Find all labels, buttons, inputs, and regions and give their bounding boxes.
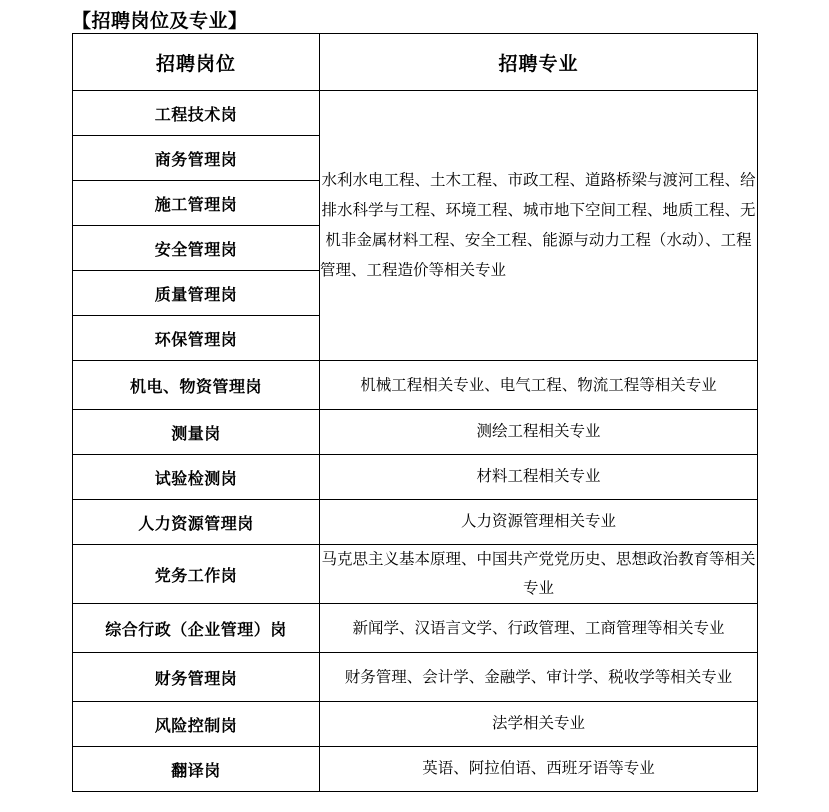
post-name: 商务管理岗 [73,136,320,181]
post-name: 环保管理岗 [73,316,320,361]
major-text: 马克思主义基本原理、中国共产党党历史、思想政治教育等相关专业 [320,545,758,604]
page-title: 【招聘岗位及专业】 [72,11,248,32]
post-name: 工程技术岗 [73,91,320,136]
major-text: 法学相关专业 [320,702,758,747]
post-name: 党务工作岗 [73,545,320,604]
table-row [73,500,758,545]
major-text: 新闻学、汉语言文学、行政管理、工商管理等相关专业 [320,604,758,653]
table-row [73,455,758,500]
table-header-row [73,34,758,91]
table-row [73,545,758,604]
post-name: 综合行政（企业管理）岗 [73,604,320,653]
table-row [73,410,758,455]
table-row [73,604,758,653]
table-row [73,91,758,136]
post-name: 测量岗 [73,410,320,455]
column-header-major: 招聘专业 [320,34,758,91]
post-name: 安全管理岗 [73,226,320,271]
post-name: 试验检测岗 [73,455,320,500]
major-text: 英语、阿拉伯语、西班牙语等专业 [320,747,758,792]
merged-major-cell: 水利水电工程、土木工程、市政工程、道路桥梁与渡河工程、给排水科学与工程、环境工程、城市地下空间工程、地质工程、无机非金属材料工程、安全工程、能源与动力工程（水动）、工程管理、工程造价等相关专业 [320,91,758,361]
table-row [73,653,758,702]
major-text: 财务管理、会计学、金融学、审计学、税收学等相关专业 [320,653,758,702]
major-text: 材料工程相关专业 [320,455,758,500]
major-text: 人力资源管理相关专业 [320,500,758,545]
post-name: 翻译岗 [73,747,320,792]
post-name: 施工管理岗 [73,181,320,226]
recruitment-table [72,33,758,792]
recruitment-table-container [72,33,757,792]
post-name: 机电、物资管理岗 [73,361,320,410]
post-name: 财务管理岗 [73,653,320,702]
post-name: 人力资源管理岗 [73,500,320,545]
table-row [73,702,758,747]
post-name: 风险控制岗 [73,702,320,747]
post-name: 质量管理岗 [73,271,320,316]
table-row [73,747,758,792]
column-header-post: 招聘岗位 [73,34,320,91]
major-text: 测绘工程相关专业 [320,410,758,455]
major-text: 机械工程相关专业、电气工程、物流工程等相关专业 [320,361,758,410]
table-row [73,361,758,410]
